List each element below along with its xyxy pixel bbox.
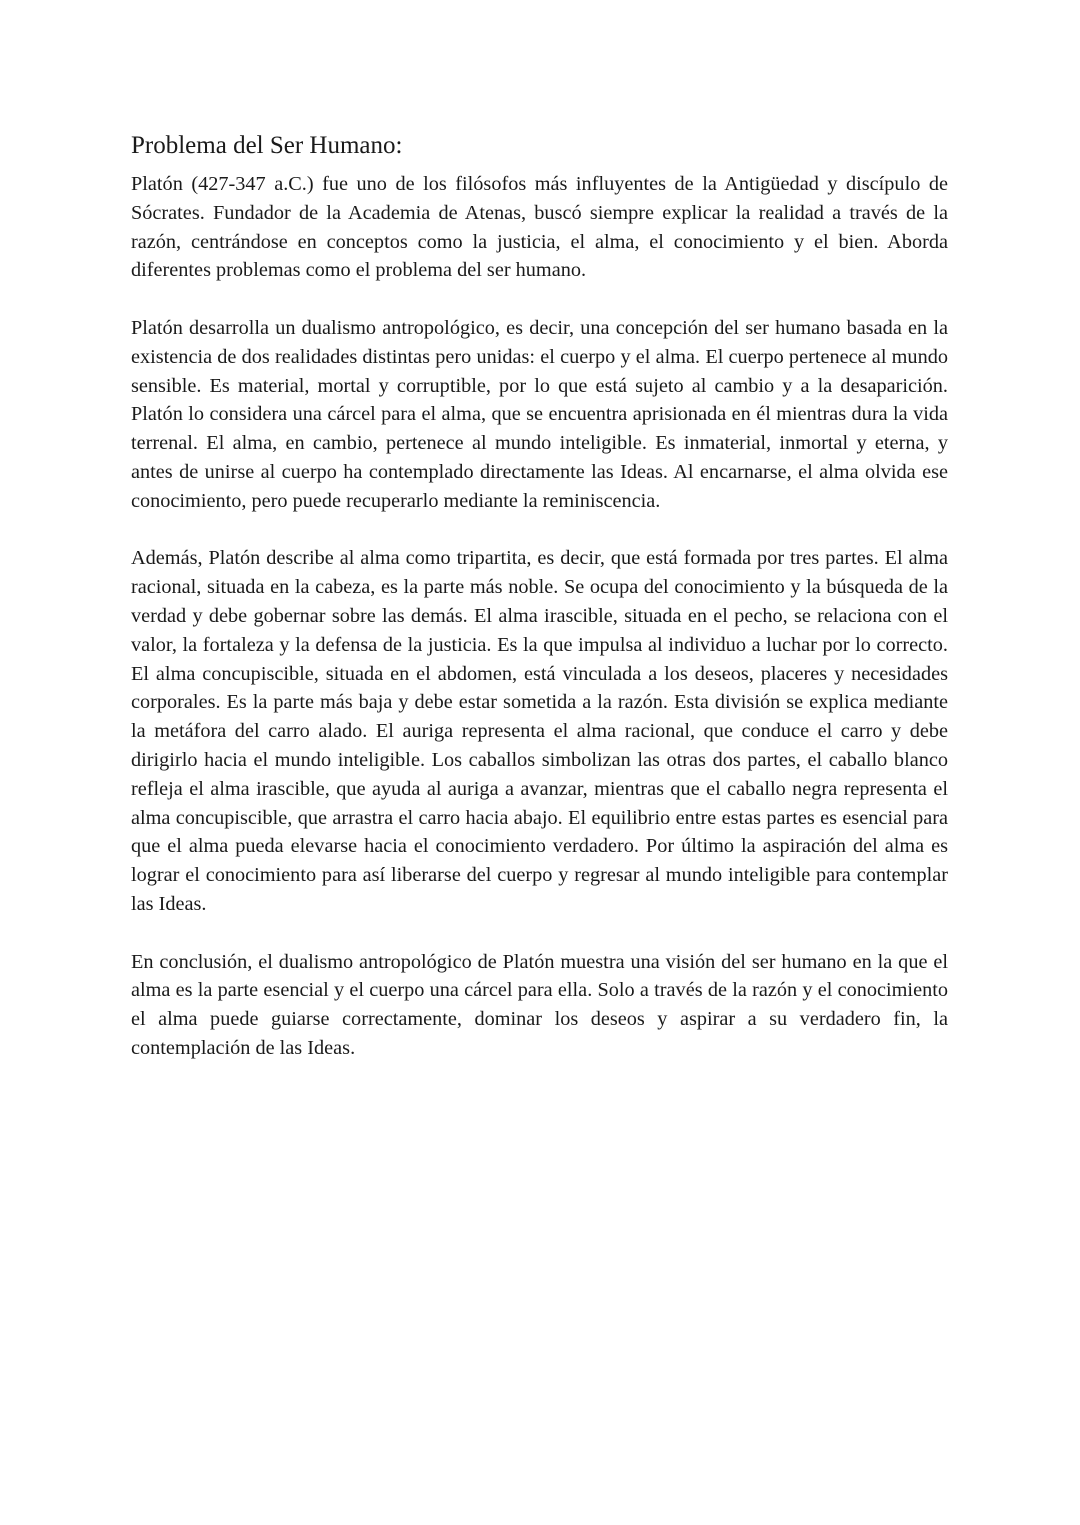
paragraph-tripartite-soul: Además, Platón describe al alma como tripartita, es decir, que está formada por tres partes. El alma racional, situada en la cabeza, es la parte más noble. Se ocupa del conocimiento y la búsqueda de la verdad y debe gobernar sobre las demás. El alma irascible, situada en el pecho, se relaciona con el valor, la fortaleza y la defensa de la justicia. Es la que impulsa al individuo a luchar por lo correcto. El alma concupiscible, situada en el abdomen, está vinculada a los deseos, placeres y necesidades corporales. Es la parte más baja y debe estar sometida a la razón. Esta división se explica mediante la metáfora del carro alado. El auriga representa el alma racional, que conduce el carro y debe dirigirlo hacia el mundo inteligible. Los caballos simbolizan las otras dos partes, el caballo blanco refleja el alma irascible, que ayuda al auriga a avanzar, mientras que el caballo negra representa el alma concupiscible, que arrastra el carro hacia abajo. El equilibrio entre estas partes es esencial para que el alma pueda elevarse hacia el conocimiento verdadero. Por último la aspiración del alma es lograr el conocimiento para así liberarse del cuerpo y regresar al mundo inteligible para contemplar las Ideas. <box>131 547 948 915</box>
paragraph-introduction: Platón (427-347 a.C.) fue uno de los filósofos más influyentes de la Antigüedad y discípulo de Sócrates. Fundador de la Academia de Atenas, buscó siempre explicar la realidad a través de la razón, centrándose en conceptos como la justicia, el alma, el conocimiento y el bien. Aborda diferentes problemas como el problema del ser humano. <box>131 173 948 282</box>
paragraph-conclusion: En conclusión, el dualismo antropológico de Platón muestra una visión del ser humano en la que el alma es la parte esencial y el cuerpo una cárcel para ella. Solo a través de la razón y el conocimiento el alma puede guiarse correctamente, dominar los deseos y aspirar a su verdadero fin, la contemplación de las Ideas. <box>131 950 948 1059</box>
page-title: Problema del Ser Humano: <box>131 132 403 159</box>
paragraph-dualism: Platón desarrolla un dualismo antropológico, es decir, una concepción del ser humano basada en la existencia de dos realidades distintas pero unidas: el cuerpo y el alma. El cuerpo pertenece al mundo sensible. Es material, mortal y corruptible, por lo que está sujeto al cambio y a la desaparición. Platón lo considera una cárcel para el alma, que se encuentra aprisionada en él mientras dura la vida terrenal. El alma, en cambio, pertenece al mundo inteligible. Es inmaterial, inmortal y eterna, y antes de unirse al cuerpo ha contemplado directamente las Ideas. Al encarnarse, el alma olvida ese conocimiento, pero puede recuperarlo mediante la reminiscencia. <box>131 316 948 512</box>
document-page <box>131 128 948 1092</box>
